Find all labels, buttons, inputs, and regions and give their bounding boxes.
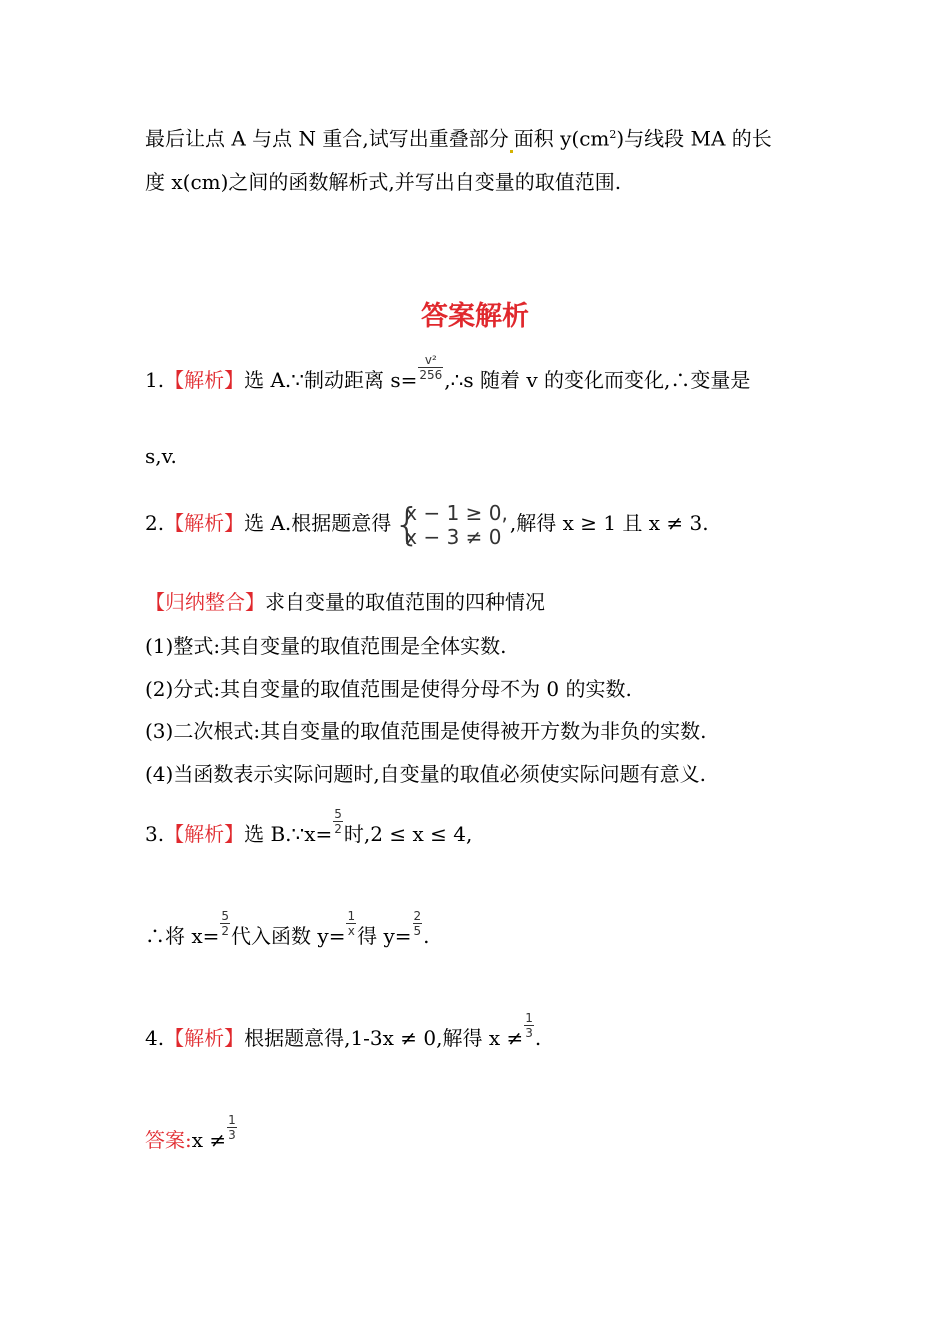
superscript: 2 xyxy=(609,128,617,141)
intro-text-b: 面积 y(cm xyxy=(513,126,610,151)
q3-fraction-3-num: 1 xyxy=(347,909,356,923)
q3-fraction-2-den: 2 xyxy=(221,924,230,938)
q2-system-row-1: x − 1 ≥ 0, xyxy=(405,500,508,525)
q3-line-1 xyxy=(145,807,473,850)
q2-number: 2. xyxy=(145,511,165,535)
q3-l2-text-d: . xyxy=(423,924,430,948)
intro-line-1 xyxy=(145,121,772,153)
q3-text-b: 时,2 ≤ x ≤ 4, xyxy=(343,822,473,846)
q3-fraction-1 xyxy=(333,807,343,850)
q3-fraction-2-num: 5 xyxy=(221,909,230,923)
q1-fraction-den: 256 xyxy=(419,368,443,382)
summary-heading-text: 求自变量的取值范围的四种情况 xyxy=(265,590,545,614)
answer-label: 答案: xyxy=(145,1128,192,1152)
summary-item-3: (3)二次根式:其自变量的取值范围是使得被开方数为非负的实数. xyxy=(145,719,707,743)
q4-text-a: 根据题意得,1-3x ≠ 0,解得 x ≠ xyxy=(244,1026,524,1050)
q3-tag: 【解析】 xyxy=(164,822,245,846)
q1-text-b: ,∴s 随着 v 的变化而变化,∴变量是 xyxy=(444,368,751,392)
intro-line-2: 度 x(cm)之间的函数解析式,并写出自变量的取值范围. xyxy=(145,170,622,194)
q1-line-2: s,v. xyxy=(145,444,177,468)
q3-l2-text-c: 得 y= xyxy=(357,924,412,948)
answer-line xyxy=(145,1113,238,1156)
q2-equation-system xyxy=(393,498,508,550)
summary-item-1: (1)整式:其自变量的取值范围是全体实数. xyxy=(145,634,507,658)
answer-fraction-den: 3 xyxy=(228,1128,236,1142)
intro-text-c: )与线段 MA 的长 xyxy=(616,126,772,151)
q3-fraction-3 xyxy=(346,909,356,952)
q3-text-a: 选 B.∵x= xyxy=(244,822,333,846)
q4-text-b: . xyxy=(534,1026,542,1050)
q2-text-b: ,解得 x ≥ 1 且 x ≠ 3. xyxy=(509,511,709,535)
summary-item-4: (4)当函数表示实际问题时,自变量的取值必须使实际问题有意义. xyxy=(145,762,707,786)
answer-text: x ≠ xyxy=(191,1128,227,1152)
q1-fraction-num: v² xyxy=(424,353,437,367)
q3-fraction-4-num: 2 xyxy=(413,909,422,923)
q2-line xyxy=(145,496,709,550)
left-brace-icon: { xyxy=(393,498,422,550)
q3-l2-text-b: 代入函数 y= xyxy=(231,924,346,948)
q2-system-row-2: x − 3 ≠ 0 xyxy=(405,524,502,549)
q3-fraction-2 xyxy=(220,909,230,952)
summary-tag: 【归纳整合】 xyxy=(145,590,265,614)
q3-fraction-1-num: 5 xyxy=(334,807,342,821)
q1-line-1 xyxy=(145,353,751,396)
q3-fraction-3-den: x xyxy=(347,924,355,938)
q3-fraction-1-den: 2 xyxy=(334,822,342,836)
q3-number: 3. xyxy=(145,822,165,846)
summary-heading xyxy=(145,588,545,616)
q3-l2-text-a: ∴将 x= xyxy=(145,924,220,948)
q4-fraction-den: 3 xyxy=(525,1026,533,1040)
q2-text-a: 选 A.根据题意得 xyxy=(244,511,392,535)
q4-fraction-num: 1 xyxy=(525,1011,533,1025)
q1-fraction xyxy=(418,353,443,396)
intro-text-a: 最后让点 A 与点 N 重合,试写出重叠部分 xyxy=(145,126,509,151)
q3-line-2 xyxy=(145,909,430,952)
edit-mark xyxy=(510,150,513,153)
summary-item-2: (2)分式:其自变量的取值范围是使得分母不为 0 的实数. xyxy=(145,677,632,701)
answer-fraction xyxy=(227,1113,237,1156)
q1-tag: 【解析】 xyxy=(164,368,245,392)
answer-fraction-num: 1 xyxy=(228,1113,236,1127)
q1-number: 1. xyxy=(145,368,165,392)
q2-tag: 【解析】 xyxy=(164,511,245,535)
q3-fraction-4 xyxy=(413,909,423,952)
q4-fraction xyxy=(524,1011,534,1054)
q4-number: 4. xyxy=(145,1026,165,1050)
q1-text-a: 选 A.∵制动距离 s= xyxy=(244,368,418,392)
q3-fraction-4-den: 5 xyxy=(413,924,422,938)
q4-line xyxy=(145,1011,542,1054)
answer-section-title: 答案解析 xyxy=(421,301,529,332)
q4-tag: 【解析】 xyxy=(164,1026,245,1050)
